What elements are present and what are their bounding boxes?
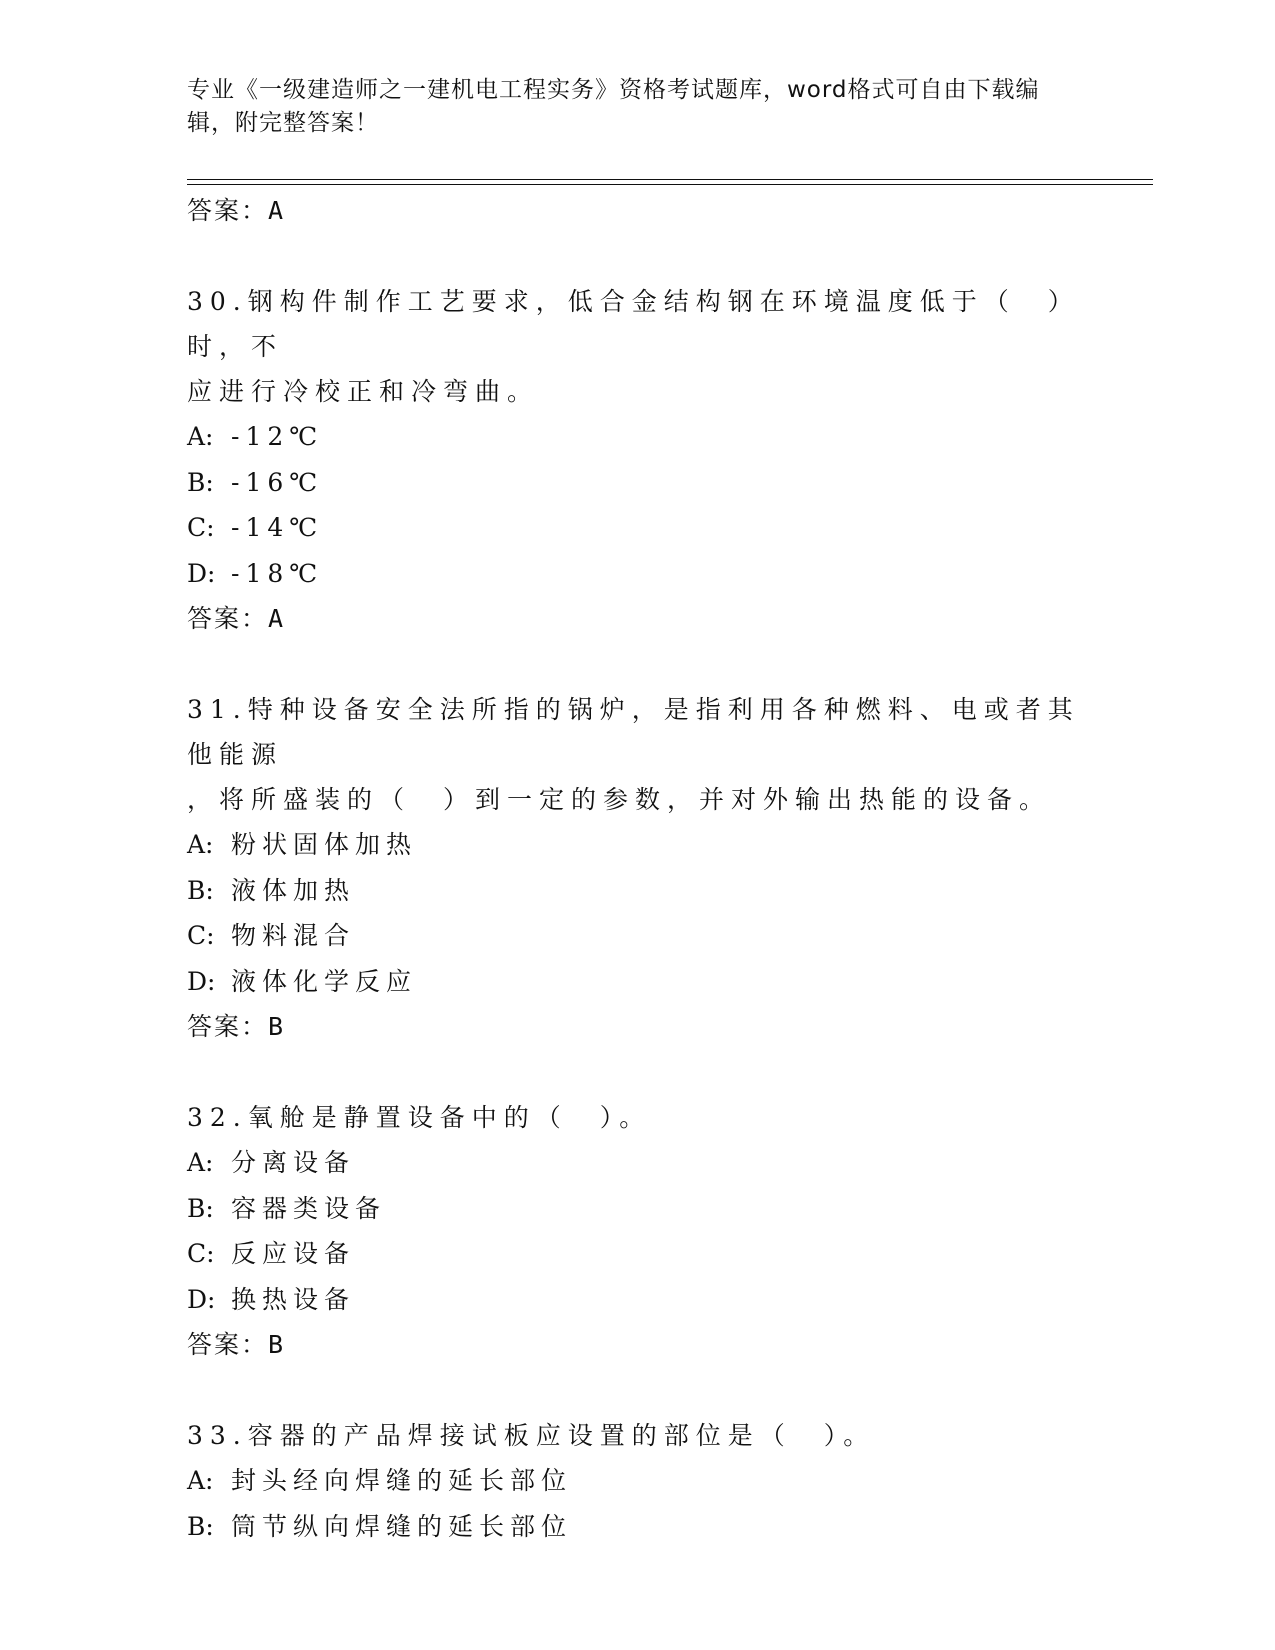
option-a: [187, 1458, 1087, 1504]
option-a: [187, 1140, 1087, 1186]
option-label: A:: [187, 1148, 214, 1177]
option-c: [187, 1231, 1087, 1277]
question-stem-line: 31.特种设备安全法所指的锅炉，是指利用各种燃料、电或者其他能源: [187, 695, 1080, 769]
answer-line: 答案：B: [187, 1012, 286, 1041]
header-divider-top: [187, 179, 1153, 180]
option-label: C:: [187, 921, 215, 950]
question-stem: [187, 1413, 1087, 1458]
option-label: B:: [187, 1511, 214, 1541]
option-text: 换热设备: [231, 1284, 356, 1314]
question-list: [187, 188, 1087, 1549]
option-text: 液体化学反应: [231, 966, 418, 996]
option-text: 物料混合: [231, 921, 356, 950]
spacer: [187, 233, 1087, 279]
option-b: [187, 1186, 1087, 1232]
option-label: A:: [187, 830, 214, 859]
option-label: B:: [187, 1193, 214, 1223]
option-d: [187, 959, 1087, 1005]
question-stem-line: 应进行冷校正和冷弯曲。: [187, 377, 540, 406]
answer-line: 答案：A: [187, 604, 286, 633]
header-line-2: 辑，附完整答案！: [187, 110, 379, 136]
option-label: D:: [187, 966, 216, 996]
question-block-31: [187, 687, 1087, 1049]
question-stem: [187, 279, 1087, 414]
document-header: [187, 74, 1087, 140]
option-text: -12℃: [231, 422, 324, 451]
question-stem: [187, 687, 1087, 822]
option-b: [187, 1504, 1087, 1550]
option-text: 分离设备: [231, 1148, 356, 1177]
option-c: [187, 913, 1087, 959]
option-text: 粉状固体加热: [231, 830, 418, 859]
question-stem-line: 30.钢构件制作工艺要求，低合金结构钢在环境温度低于（ ）时，不: [187, 287, 1080, 361]
option-text: -16℃: [231, 467, 324, 497]
spacer: [187, 1367, 1087, 1413]
option-text: 反应设备: [231, 1239, 356, 1268]
option-label: B:: [187, 875, 214, 905]
question-block-33: [187, 1413, 1087, 1549]
question-stem-line: 33.容器的产品焊接试板应设置的部位是（ ）。: [187, 1421, 876, 1450]
option-label: C:: [187, 1239, 215, 1268]
question-stem-line: 32.氧舱是静置设备中的（ ）。: [187, 1103, 652, 1132]
option-label: A:: [187, 422, 214, 451]
question-block-30: [187, 279, 1087, 641]
option-text: 筒节纵向焊缝的延长部位: [231, 1511, 573, 1541]
option-text: 容器类设备: [231, 1193, 387, 1223]
header-line-1: 专业《一级建造师之一建机电工程实务》资格考试题库，word格式可自由下载编: [187, 77, 1040, 103]
option-text: 封头经向焊缝的延长部位: [231, 1466, 573, 1495]
option-b: [187, 460, 1087, 506]
option-d: [187, 1277, 1087, 1323]
header-divider-bottom: [187, 184, 1153, 185]
option-text: 液体加热: [231, 875, 356, 905]
option-text: -18℃: [231, 558, 324, 588]
option-b: [187, 868, 1087, 914]
answer-line: 答案：B: [187, 1330, 286, 1359]
option-a: [187, 414, 1087, 460]
option-text: -14℃: [231, 513, 324, 542]
spacer: [187, 1049, 1087, 1095]
option-label: D:: [187, 558, 216, 588]
option-c: [187, 505, 1087, 551]
option-label: D:: [187, 1284, 216, 1314]
question-stem-line: ，将所盛装的（ ）到一定的参数，并对外输出热能的设备。: [187, 785, 1052, 814]
option-label: A:: [187, 1466, 214, 1495]
option-label: B:: [187, 467, 214, 497]
answer-line: 答案：A: [187, 196, 286, 225]
spacer: [187, 641, 1087, 687]
option-d: [187, 551, 1087, 597]
option-a: [187, 822, 1087, 868]
option-label: C:: [187, 513, 215, 542]
question-stem: [187, 1095, 1087, 1140]
question-block-32: [187, 1095, 1087, 1367]
